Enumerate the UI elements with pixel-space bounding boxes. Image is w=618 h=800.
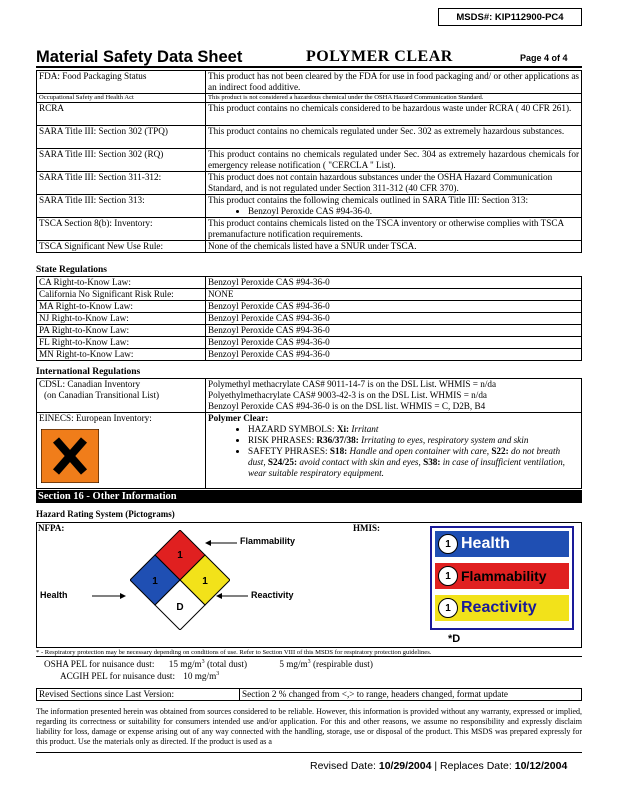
row-text: None of the chemicals listed have a SNUR under TSCA. bbox=[206, 241, 582, 253]
state-table bbox=[36, 276, 582, 361]
superscript: 3 bbox=[201, 659, 205, 665]
row-text bbox=[206, 379, 582, 413]
section-16-header: Section 16 - Other Information bbox=[36, 490, 582, 503]
divider bbox=[36, 656, 582, 657]
revised-sections-table bbox=[36, 688, 582, 701]
row-text: Benzoyl Peroxide CAS #94-36-0 bbox=[206, 325, 582, 337]
row-label: RCRA bbox=[37, 103, 206, 126]
row-label: CA Right-to-Know Law: bbox=[37, 277, 206, 289]
row-text: Benzoyl Peroxide CAS #94-36-0 bbox=[206, 337, 582, 349]
row-label: SARA Title III: Section 311-312: bbox=[37, 172, 206, 195]
osha-unit-2: (respirable dust) bbox=[312, 659, 373, 670]
footer-separator: | bbox=[434, 760, 438, 772]
table-row bbox=[37, 301, 582, 313]
hazard-symbols-label: HAZARD SYMBOLS: bbox=[248, 424, 335, 434]
row-text: Benzoyl Peroxide CAS #94-36-0 bbox=[206, 277, 582, 289]
table-row bbox=[37, 277, 582, 289]
risk-code: R36/37/38: bbox=[316, 435, 359, 445]
row-text: This product contains no chemicals regulated under Sec. 302 as extremely hazardous substances. bbox=[206, 126, 582, 149]
safety-text: in case of insufficient ventilation, wear suitable respiratory equipment. bbox=[248, 457, 565, 478]
cdsl-label: CDSL: Canadian Inventory bbox=[39, 379, 141, 389]
nfpa-flammability-value: 1 bbox=[177, 550, 183, 561]
osha-value: 15 mg/m bbox=[168, 659, 202, 670]
row-label: FL Right-to-Know Law: bbox=[37, 337, 206, 349]
safety-code: S24/25: bbox=[267, 457, 298, 467]
page-number: Page 4 of 4 bbox=[520, 53, 568, 63]
hazard-rating-heading: Hazard Rating System (Pictograms) bbox=[36, 509, 175, 519]
product-name: POLYMER CLEAR bbox=[306, 48, 453, 65]
table-row bbox=[37, 94, 582, 103]
hmis-label: HMIS: bbox=[353, 523, 380, 533]
nfpa-reactivity-label: Reactivity bbox=[251, 590, 294, 600]
replaces-date: 10/12/2004 bbox=[514, 760, 568, 772]
nfpa-health-label: Health bbox=[40, 590, 68, 600]
row-text: This product is not considered a hazardous chemical under the OSHA Hazard Communication Standard. bbox=[206, 94, 582, 103]
osha-value-2: 5 mg/m bbox=[279, 659, 308, 670]
row-label bbox=[37, 379, 206, 413]
hmis-reactivity-value: 1 bbox=[438, 598, 458, 618]
table-row bbox=[37, 313, 582, 325]
row-text: Benzoyl Peroxide CAS #94-36-0 bbox=[206, 313, 582, 325]
risk-label: RISK PHRASES: bbox=[248, 435, 315, 445]
row-text: This product contains no chemicals considered to be hazardous waste under RCRA ( 40 CFR 261). bbox=[206, 103, 582, 126]
row-label: MN Right-to-Know Law: bbox=[37, 349, 206, 361]
safety-text: Handle and open container with care, bbox=[349, 446, 490, 456]
hmis-label-box bbox=[430, 526, 574, 630]
superscript: 3 bbox=[216, 671, 220, 677]
irritant-symbol-icon bbox=[41, 429, 99, 483]
row-label: SARA Title III: Section 302 (TPQ) bbox=[37, 126, 206, 149]
table-row bbox=[37, 218, 582, 241]
safety-text: avoid contact with skin and eyes, bbox=[299, 457, 421, 467]
acgih-pel-line bbox=[60, 671, 219, 681]
list-item bbox=[248, 446, 579, 479]
table-row bbox=[37, 413, 582, 489]
row-text: Benzoyl Peroxide CAS #94-36-0 bbox=[206, 301, 582, 313]
safety-label: SAFETY PHRASES: bbox=[248, 446, 328, 456]
table-row bbox=[37, 195, 582, 218]
safety-text: do not breath dust, bbox=[248, 446, 561, 467]
row-label: MA Right-to-Know Law: bbox=[37, 301, 206, 313]
table-row bbox=[37, 149, 582, 172]
disclaimer-text: The information presented herein was obtained from sources considered to be reliable. However, this information is provided without any warranty, expressed or implied, regarding its correctness or suitability for consumers intended use and/or application. For this and other reasons, we assume no responsibility and expressly disclaim liability for loss, damage or expense arising out of any way connected with the handling, storage, use or disposal of the product. This MSDS was prepared expressly for this product. Use the materials only as directed. If the product is used as a bbox=[36, 707, 582, 746]
row-label: Occupational Safety and Health Act bbox=[37, 94, 206, 103]
acgih-label: ACGIH PEL for nuisance dust: bbox=[60, 671, 175, 682]
hmis-health-row bbox=[435, 531, 569, 557]
superscript: 3 bbox=[307, 659, 311, 665]
footer-rule bbox=[36, 752, 582, 753]
row-label: NJ Right-to-Know Law: bbox=[37, 313, 206, 325]
table-row bbox=[37, 71, 582, 94]
international-heading: International Regulations bbox=[36, 367, 141, 377]
einecs-heading: Polymer Clear: bbox=[208, 413, 269, 423]
row-label: TSCA Significant New Use Rule: bbox=[37, 241, 206, 253]
row-text bbox=[206, 413, 582, 489]
risk-text: Irritating to eyes, respiratory system and skin bbox=[361, 435, 529, 445]
revised-text: Section 2 % changed from <,> to range, headers changed, format update bbox=[240, 689, 582, 701]
nfpa-label: NFPA: bbox=[38, 523, 65, 533]
table-row bbox=[37, 379, 582, 413]
row-text-main: This product contains the following chemicals outlined in SARA Title III: Section 313: bbox=[208, 195, 528, 205]
regulatory-table bbox=[36, 70, 582, 253]
msds-number: MSDS#: KIP112900-PC4 bbox=[438, 8, 582, 26]
replaces-date-label: Replaces Date: bbox=[440, 760, 512, 772]
nfpa-flammability-label: Flammability bbox=[240, 536, 296, 546]
table-row bbox=[37, 289, 582, 301]
state-heading: State Regulations bbox=[36, 265, 107, 275]
cdsl-line: Polyethylmethacrylate CAS# 9003-42-3 is on the DSL List. WHMIS = n/da bbox=[208, 390, 487, 400]
nfpa-special-value: D bbox=[176, 602, 184, 613]
hazard-symbols-text: Irritant bbox=[351, 424, 379, 434]
revised-date: 10/29/2004 bbox=[378, 760, 432, 772]
revised-date-label: Revised Date: bbox=[310, 760, 376, 772]
list-item bbox=[248, 435, 579, 446]
hmis-flammability-label: Flammability bbox=[461, 568, 547, 584]
list-item: • Benzoyl Peroxide CAS #94-36-0. bbox=[248, 206, 579, 217]
safety-code: S38: bbox=[423, 457, 441, 467]
row-label: PA Right-to-Know Law: bbox=[37, 325, 206, 337]
header-rule bbox=[36, 66, 582, 68]
arrow-left-icon bbox=[216, 592, 248, 600]
hmis-ppe-code: *D bbox=[448, 633, 461, 645]
respiratory-footnote: * - Respiratory protection may be necessary depending on conditions of use. Refer to Section VIII of this MSDS for respiratory protection guidelines. bbox=[36, 649, 432, 656]
row-text: This product contains no chemicals regulated under Sec. 304 as extremely hazardous chemicals for emergency release notification ( "CERCLA " List). bbox=[206, 149, 582, 172]
table-row bbox=[37, 689, 582, 701]
hazard-symbols-code: Xi: bbox=[336, 424, 350, 434]
table-row bbox=[37, 172, 582, 195]
einecs-label: EINECS: European Inventory: bbox=[39, 413, 152, 423]
row-text: This product has not been cleared by the FDA for use in food packaging and/ or other applications as an indirect food additive. bbox=[206, 71, 582, 94]
list-item bbox=[248, 424, 579, 435]
revised-label: Revised Sections since Last Version: bbox=[37, 689, 240, 701]
row-label: FDA: Food Packaging Status bbox=[37, 71, 206, 94]
nfpa-health-value: 1 bbox=[152, 576, 158, 587]
row-text: Benzoyl Peroxide CAS #94-36-0 bbox=[206, 349, 582, 361]
cdsl-line: Polymethyl methacrylate CAS# 9011-14-7 is on the DSL List. WHMIS = n/da bbox=[208, 379, 497, 389]
acgih-value: 10 mg/m bbox=[183, 671, 217, 682]
footer-dates bbox=[310, 760, 567, 772]
safety-code: S22: bbox=[491, 446, 509, 456]
hmis-health-label: Health bbox=[461, 535, 510, 552]
document-title: Material Safety Data Sheet bbox=[36, 48, 243, 66]
row-text: NONE bbox=[206, 289, 582, 301]
arrow-left-icon bbox=[205, 539, 237, 547]
osha-label: OSHA PEL for nuisance dust: bbox=[44, 659, 155, 670]
osha-pel-line bbox=[44, 659, 373, 669]
row-label bbox=[37, 413, 206, 489]
table-row bbox=[37, 325, 582, 337]
row-label: SARA Title III: Section 313: bbox=[37, 195, 206, 218]
table-row bbox=[37, 337, 582, 349]
row-text: This product does not contain hazardous substances under the OSHA Hazard Communication Standard, and is not regulated under Section 311-312 (40 CFR 370). bbox=[206, 172, 582, 195]
hmis-reactivity-label: Reactivity bbox=[461, 599, 537, 616]
row-label: SARA Title III: Section 302 (RQ) bbox=[37, 149, 206, 172]
nfpa-reactivity-value: 1 bbox=[202, 576, 208, 587]
hmis-flammability-value: 1 bbox=[438, 566, 458, 586]
cdsl-sublabel: (on Canadian Transitional List) bbox=[44, 390, 160, 400]
hmis-flammability-row bbox=[435, 563, 569, 589]
table-row bbox=[37, 241, 582, 253]
row-text bbox=[206, 195, 582, 218]
row-label: California No Significant Risk Rule: bbox=[37, 289, 206, 301]
cdsl-line: Benzoyl Peroxide CAS #94-36-0 is on the DSL list. WHMIS = C, D2B, B4 bbox=[208, 401, 486, 411]
arrow-right-icon bbox=[92, 592, 126, 600]
safety-code: S18: bbox=[329, 446, 348, 456]
hmis-reactivity-row bbox=[435, 595, 569, 621]
row-label: TSCA Section 8(b): Inventory: bbox=[37, 218, 206, 241]
international-table bbox=[36, 378, 582, 489]
hmis-health-value: 1 bbox=[438, 534, 458, 554]
osha-unit: (total dust) bbox=[206, 659, 248, 670]
row-text: This product contains chemicals listed on the TSCA inventory or otherwise complies with TSCA premanufacture notification requirements. bbox=[206, 218, 582, 241]
table-row bbox=[37, 349, 582, 361]
table-row bbox=[37, 103, 582, 126]
table-row bbox=[37, 126, 582, 149]
